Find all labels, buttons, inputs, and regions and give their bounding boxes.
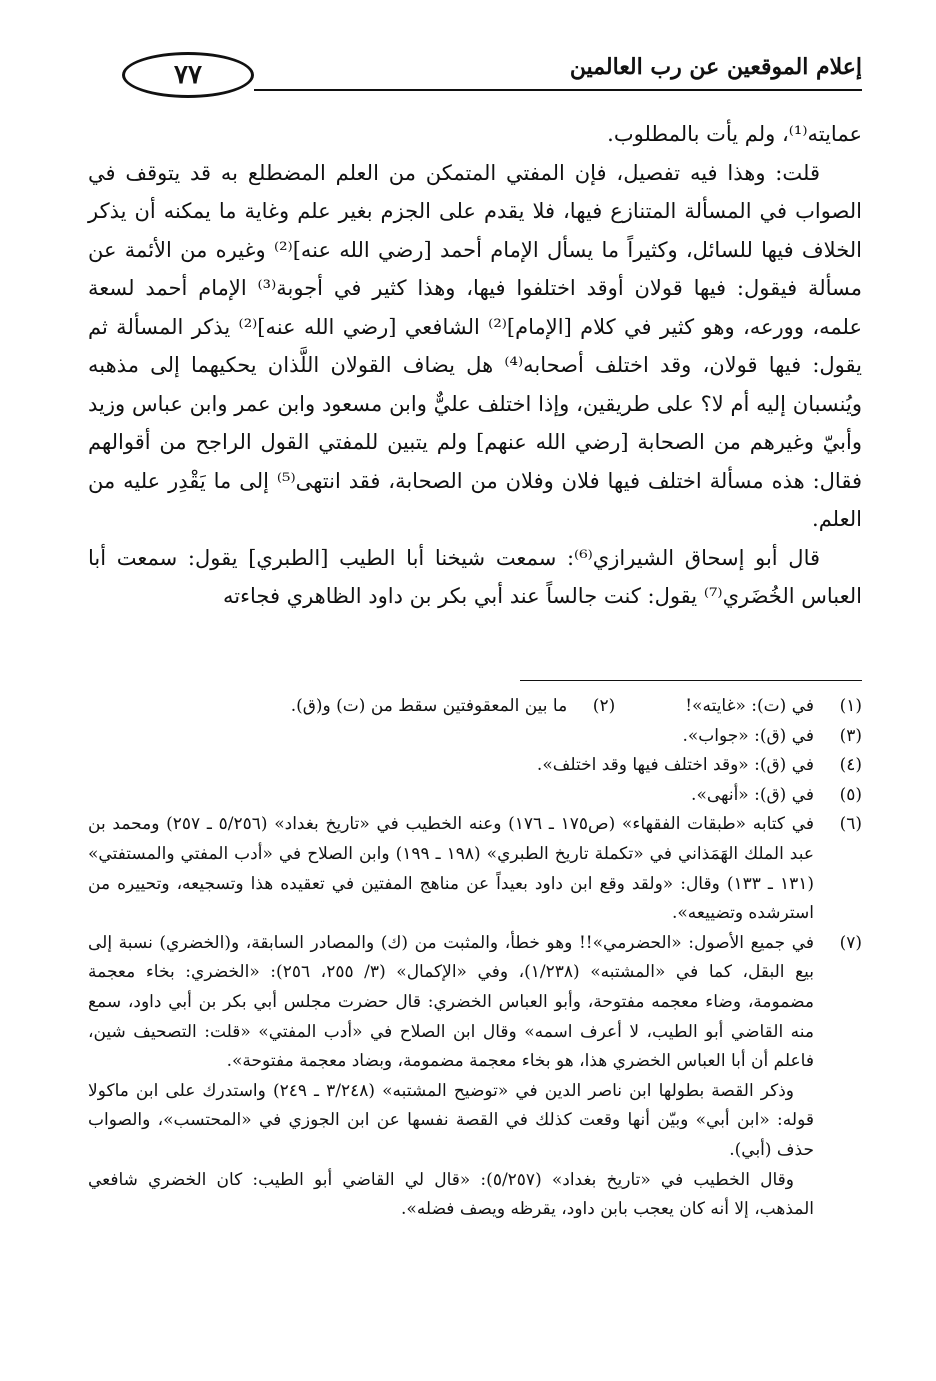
running-title: إعلام الموقعين عن رب العالمين — [569, 54, 862, 80]
footnote-7 — [88, 929, 862, 1077]
footnote-gap — [615, 692, 685, 722]
paragraph-1: عمايته⁽¹⁾، ولم يأت بالمطلوب. — [607, 122, 862, 146]
footnotes — [88, 692, 862, 1225]
footnote-4-text: في (ق): «وقد اختلف فيها وقد اختلف». — [536, 755, 814, 776]
footnote-1-text: في (ت): «غايته»! — [685, 696, 814, 716]
main-text — [88, 115, 862, 616]
footnote-3 — [88, 722, 862, 752]
footnote-5-number: (٥) — [839, 784, 862, 805]
footnote-7-continuation-2: وقال الخطيب في «تاريخ بغداد» (٥/٢٥٧): «قال لي القاضي أبو الطيب: كان الخضري شافعي المذهب، إلا أنه كان يعجب بابن داود، يقرظه ويصف فضله». — [88, 1169, 814, 1220]
page-number: ٧٧ — [122, 52, 254, 98]
footnote-2-text: ما بين المعقوفتين سقط من (ت) و(ق). — [290, 696, 568, 716]
footnote-7-number: (٧) — [839, 932, 862, 953]
footnote-6-text: في كتابه «طبقات الفقهاء» (ص١٧٥ ـ ١٧٦) وعنه الخطيب في «تاريخ بغداد» (٥/٢٥٦ ـ ٢٥٧) ومحمد بن عبد الملك الهَمَذاني في «تكملة تاريخ الطبري» (١٩٨ ـ ١٩٩) وابن الصلاح في «أدب المفتي والمستفتي» (١٣١ ـ ١٣٣) وقال: «ولقد وقع ابن داود بعيداً عن مناهج المفتين في تعقيده هذا وتسجيعه، وتحييره من استرشده وتضييعه». — [88, 814, 814, 924]
footnote-5 — [88, 781, 862, 811]
footnote-6 — [88, 810, 862, 928]
footnote-6-number: (٦) — [839, 814, 862, 835]
paragraph-3: قال أبو إسحاق الشيرازي⁽⁶⁾: سمعت شيخنا أبا الطيب [الطبري] يقول: سمعت أبا العباس الخُضَري⁽⁷⁾ يقول: كنت جالساً عند أبي بكر بن داود الظاهري فجاءته — [88, 545, 862, 608]
footnote-2-number: (٢) — [592, 696, 616, 716]
page-header — [100, 52, 862, 98]
footnote-1-number: (١) — [839, 696, 862, 716]
footnote-4 — [88, 751, 862, 781]
footnote-5-text: في (ق): «أنهى». — [691, 784, 814, 805]
footnote-row-1-2 — [88, 692, 862, 722]
footnote-4-number: (٤) — [839, 755, 862, 776]
footnote-7-text: في جميع الأصول: «الحضرمي»!! وهو خطأ، والمثبت من (ك) والمصادر السابقة، و(الخضري) نسبة إلى بيع البقل، كما في «المشتبه» (١/٢٣٨)، وفي «الإكمال» (٣/ ٢٥٥، ٢٥٦): «الخضري: بخاء معجمة مضمومة، وضاء معجمه مفتوحة، وأبو العباس الخضري: قال حضرت مجلس أبي بكر بن أبي داود، سمع منه القاضي أبو الطيب، لا أعرف اسمه» وقال ابن الصلاح في «أدب المفتي» «قلت: التصحيف شين، فاعلم أن أبا العباس الخضري هذا، هو بخاء معجمة مضمومة، وبضاد معجمة مفتوحة». — [88, 932, 815, 1072]
paragraph-2: قلت: وهذا فيه تفصيل، فإن المفتي المتمكن من العلم المضطلع به قد يتوقف في الصواب في المسألة المتنازع فيها، فلا يقدم على الجزم بغير علم وغاية ما يمكنه أن يذكر الخلاف فيها للسائل، وكثيراً ما يسأل الإمام أحمد [رضي الله عنه]⁽²⁾ وغيره من الأئمة عن مسألة فيقول: فيها قولان أوقد اختلفوا فيها، وهذا كثير في أجوبة⁽³⁾ الإمام أحمد لسعة علمه، وورعه، وهو كثير في كلام [الإمام]⁽²⁾ الشافعي [رضي الله عنه]⁽²⁾ يذكر المسألة ثم يقول: فيها قولان، وقد اختلف أصحابه⁽⁴⁾ هل يضاف القولان اللَّذان يحكيهما إلى مذهبه ويُنسبان إليه أم لا؟ على طريقين، وإذا اختلف عليٌّ وابن مسعود وابن عمر وابن عباس وزيد وأبيّ وغيرهم من الصحابة [رضي الله عنهم] ولم يتبين للمفتي القول الراجح من أقوالهم فقال: هذه مسألة اختلف فيها فلان وفلان من الصحابة، فقد انتهى⁽⁵⁾ إلى ما يَقْدِر عليه من العلم. — [88, 160, 862, 531]
footnote-separator — [520, 680, 862, 681]
footnote-3-number: (٣) — [839, 725, 862, 746]
footnote-3-text: في (ق): «جواب». — [682, 725, 814, 746]
footnote-7-continuation-1: وذكر القصة بطولها ابن ناصر الدين في «توضيح المشتبه» (٣/٢٤٨ ـ ٢٤٩) واستدرك على ابن ماكولا قوله: «ابن أبي» وبيّن أنها وقعت كذلك في القصة نفسها عن ابن الجوزي في «المحتسب»، والصواب حذف (أبي). — [88, 1080, 814, 1160]
header-rule — [254, 89, 862, 91]
